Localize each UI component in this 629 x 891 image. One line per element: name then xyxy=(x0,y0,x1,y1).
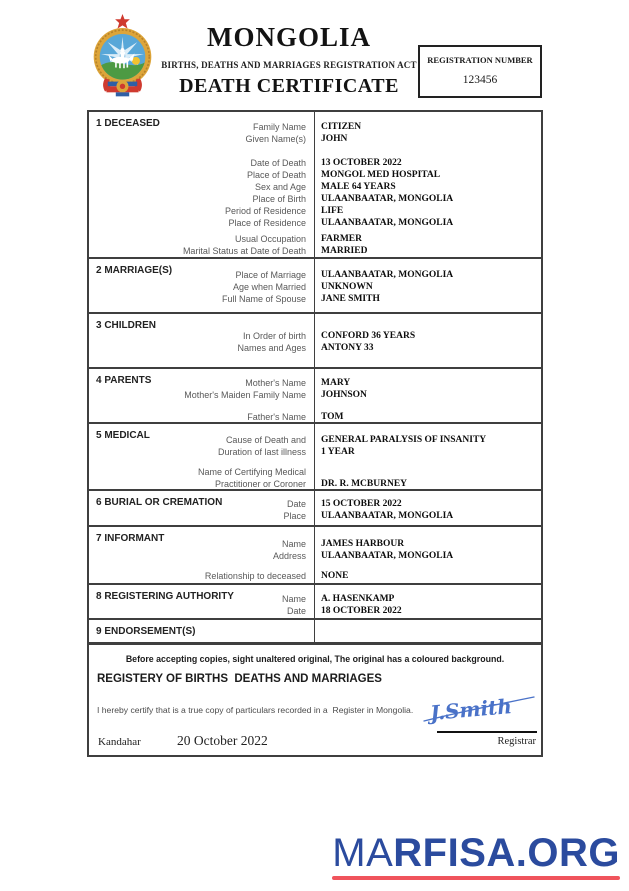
field-value: GENERAL PARALYSIS OF INSANITY xyxy=(321,435,487,445)
field-label: Name xyxy=(281,539,306,549)
registration-number-label: REGISTRATION NUMBER xyxy=(427,55,533,65)
section-registering-authority xyxy=(89,583,541,618)
registration-number-value: 123456 xyxy=(462,74,498,86)
field-label: Family Name xyxy=(252,122,306,132)
field-row xyxy=(89,217,541,229)
field-row xyxy=(89,446,541,458)
field-row xyxy=(89,550,541,562)
field-row xyxy=(89,205,541,217)
field-value: UNKNOWN xyxy=(321,282,373,292)
certification-footer xyxy=(87,643,543,757)
field-label: Place xyxy=(283,511,306,521)
field-value: ULAANBAATAR, MONGOLIA xyxy=(321,194,454,204)
section-marriages xyxy=(89,257,541,312)
registrar-label: Registrar xyxy=(497,736,536,747)
field-value: ULAANBAATAR, MONGOLIA xyxy=(321,551,454,561)
field-label: Names and Ages xyxy=(237,343,306,353)
field-value: ULAANBAATAR, MONGOLIA xyxy=(321,511,454,521)
field-label: Mother's Maiden Family Name xyxy=(184,390,306,400)
certify-statement: I hereby certify that is a true copy of particulars recorded in a Register in Mongolia. xyxy=(97,705,414,715)
section-parents xyxy=(89,367,541,422)
field-value: JANE SMITH xyxy=(321,294,380,304)
field-value: 1 YEAR xyxy=(321,447,355,457)
field-label: Practitioner or Coroner xyxy=(214,479,306,489)
field-value xyxy=(314,466,541,478)
field-label: Given Name(s) xyxy=(245,134,306,144)
registry-title: REGISTERY OF BIRTHS DEATHS AND MARRIAGES xyxy=(97,673,382,685)
field-label: Cause of Death and xyxy=(225,435,306,445)
field-value: NONE xyxy=(321,571,349,581)
section-title: 2 MARRIAGE(S) xyxy=(96,265,173,276)
field-row xyxy=(89,538,541,550)
copy-notice: Before accepting copies, sight unaltered original, The original has a coloured background. xyxy=(125,654,505,664)
field-row xyxy=(89,233,541,245)
field-row xyxy=(89,193,541,205)
field-label: Period of Residence xyxy=(224,206,306,216)
registrar-signature xyxy=(416,691,538,727)
section-burial-or-cremation xyxy=(89,489,541,525)
field-row xyxy=(89,498,541,510)
field-row xyxy=(89,169,541,181)
registration-number-box xyxy=(418,45,542,98)
section-title: 9 ENDORSEMENT(S) xyxy=(96,626,196,637)
field-row xyxy=(89,330,541,342)
field-label: Address xyxy=(272,551,306,561)
field-row xyxy=(89,434,541,446)
red-star-icon xyxy=(115,14,130,29)
field-label: Usual Occupation xyxy=(234,234,306,244)
field-value: 15 OCTOBER 2022 xyxy=(321,499,402,509)
field-label: Marital Status at Date of Death xyxy=(182,246,306,256)
section-title: 5 MEDICAL xyxy=(96,430,150,441)
section-title: 7 INFORMANT xyxy=(96,533,165,544)
field-label: Name xyxy=(281,594,306,604)
field-label: Place of Residence xyxy=(228,218,306,228)
field-row xyxy=(89,342,541,354)
field-label: In Order of birth xyxy=(242,331,306,341)
field-row xyxy=(89,181,541,193)
field-row xyxy=(89,605,541,617)
emblem-base xyxy=(103,78,142,96)
field-row xyxy=(89,245,541,257)
field-label: Duration of last illness xyxy=(217,447,306,457)
field-row xyxy=(89,269,541,281)
field-label: Date xyxy=(286,606,306,616)
field-label: Place of Birth xyxy=(252,194,306,204)
field-value: DR. R. MCBURNEY xyxy=(321,479,408,489)
field-label: Place of Death xyxy=(246,170,306,180)
field-value: 18 OCTOBER 2022 xyxy=(321,606,402,616)
field-value: JOHN xyxy=(321,134,348,144)
section-deceased xyxy=(89,112,541,257)
field-label: Father's Name xyxy=(247,412,306,422)
field-row xyxy=(89,293,541,305)
column-divider xyxy=(314,620,315,642)
field-label: Mother's Name xyxy=(245,378,306,388)
section-title: 8 REGISTERING AUTHORITY xyxy=(96,591,234,602)
field-value: ULAANBAATAR, MONGOLIA xyxy=(321,218,454,228)
field-row xyxy=(89,510,541,522)
field-value: FARMER xyxy=(321,234,362,244)
marfisa-logo-underline xyxy=(332,876,620,880)
field-label: Date xyxy=(286,499,306,509)
signature-line xyxy=(437,731,537,733)
field-label: Age when Married xyxy=(232,282,306,292)
field-value: JOHNSON xyxy=(321,390,367,400)
field-row xyxy=(89,157,541,169)
field-value: JAMES HARBOUR xyxy=(321,539,405,549)
field-row xyxy=(89,377,541,389)
act-subtitle: BIRTHS, DEATHS AND MARRIAGES REGISTRATION ACT xyxy=(161,60,417,70)
field-value: TOM xyxy=(321,412,344,422)
section-medical xyxy=(89,422,541,489)
field-label: Relationship to deceased xyxy=(204,571,306,581)
field-value: LIFE xyxy=(321,206,344,216)
issue-date: 20 October 2022 xyxy=(177,733,268,748)
field-row xyxy=(89,281,541,293)
marfisa-logo xyxy=(332,833,620,880)
section-title: 1 DECEASED xyxy=(96,118,160,129)
field-value: 13 OCTOBER 2022 xyxy=(321,158,402,168)
field-row xyxy=(89,389,541,401)
field-row xyxy=(89,570,541,582)
field-value: A. HASENKAMP xyxy=(321,594,395,604)
section-title: 6 BURIAL OR CREMATION xyxy=(96,497,223,508)
field-value: MALE 64 YEARS xyxy=(321,182,396,192)
section-children xyxy=(89,312,541,367)
field-row xyxy=(89,133,541,145)
certificate-table xyxy=(87,110,543,644)
field-label: Date of Death xyxy=(250,158,306,168)
section-title: 4 PARENTS xyxy=(96,375,152,386)
certificate-header xyxy=(158,22,420,98)
country-title: MONGOLIA xyxy=(206,22,371,52)
issue-place: Kandahar xyxy=(98,736,141,748)
field-row xyxy=(89,593,541,605)
field-label: Full Name of Spouse xyxy=(221,294,306,304)
svg-text:J.Smith: J.Smith xyxy=(429,694,513,726)
section-endorsements xyxy=(89,618,541,642)
marfisa-logo-text: MARFISA.ORG xyxy=(332,831,620,875)
field-row xyxy=(89,466,541,478)
field-value: MONGOL MED HOSPITAL xyxy=(321,170,441,180)
field-label: Sex and Age xyxy=(254,182,306,192)
field-value: CONFORD 36 YEARS xyxy=(321,331,416,341)
field-value: MARY xyxy=(321,378,351,388)
section-informant xyxy=(89,525,541,583)
field-row xyxy=(89,121,541,133)
field-value: MARRIED xyxy=(321,246,368,256)
field-value: ULAANBAATAR, MONGOLIA xyxy=(321,270,454,280)
mongolia-coat-of-arms-emblem xyxy=(89,12,156,107)
document-title: DEATH CERTIFICATE xyxy=(179,75,399,97)
section-title: 3 CHILDREN xyxy=(96,320,157,331)
field-label: Place of Marriage xyxy=(235,270,306,280)
field-label: Name of Certifying Medical xyxy=(197,467,306,477)
field-value: ANTONY 33 xyxy=(321,343,374,353)
field-value: CITIZEN xyxy=(321,122,362,132)
